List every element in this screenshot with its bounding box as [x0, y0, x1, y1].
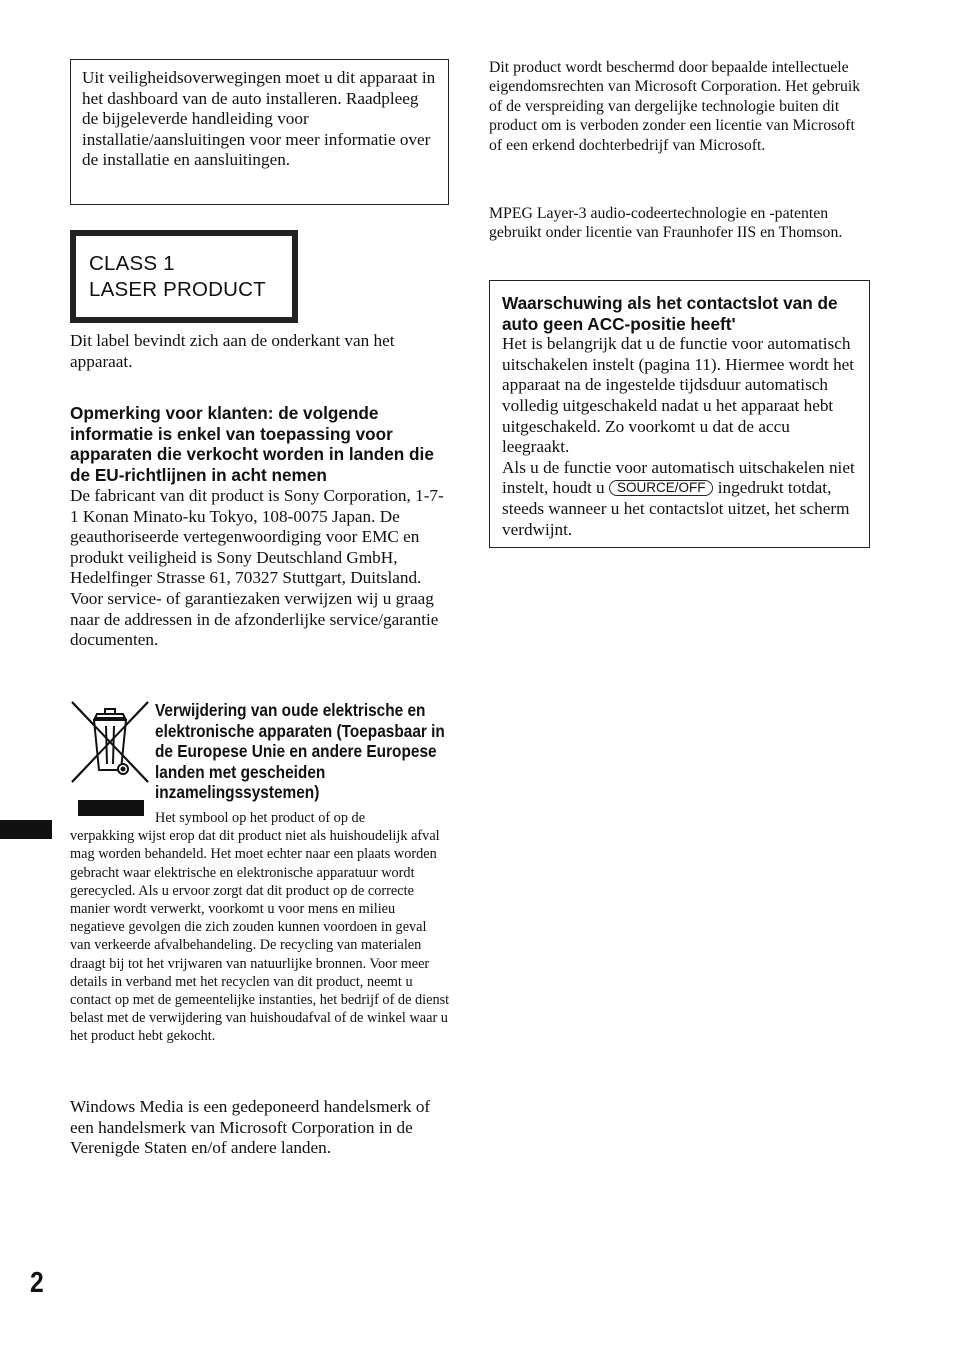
safety-notice-text: Uit veiligheidsoverwegingen moet u dit apparaat in het dashboard van de auto installeren. Raadpleeg de bijgeleverde handleiding voor installatie/aansluitingen voor meer informatie over de installatie en aansluitingen. — [82, 68, 436, 170]
weee-body — [70, 809, 450, 1046]
mpeg-license-notice: MPEG Layer-3 audio-codeertechnologie en -patenten gebruikt onder licentie van Fraunhofer IIS en Thomson. — [489, 205, 843, 242]
acc-warning-paragraph2 — [502, 458, 861, 540]
weee-body-first-line: Het symbool op het product of op de — [155, 810, 366, 826]
customer-notice-body: De fabricant van dit product is Sony Corporation, 1-7-1 Konan Minato-ku Tokyo, 108-0075 Japan. De geauthoriseerde vertegenwoordiging voor EMC en produkt veiligheid is Sony Deutschland GmbH, Hedelfinger Strasse 61, 70327 Stuttgart, Duitsland. Voor service- of garantiezaken verwijzen wij u graag naar de addressen in de afzonderlijke service/garantie documenten. — [70, 486, 444, 650]
microsoft-ip-notice: Dit product wordt beschermd door bepaalde intellectuele eigendomsrechten van Microsoft Corporation. Het gebruik of de verspreiding van dergelijke technologie buiten dit product om is verboden zonder een licentie van Microsoft of een erkend dochterbedrijf van Microsoft. — [489, 59, 861, 154]
class1-laser-label — [70, 230, 298, 323]
safety-notice-box — [70, 59, 449, 205]
acc-warning-paragraph2-before: Als u de functie voor automatisch uitschakelen niet instelt, houdt u — [502, 457, 855, 498]
acc-warning-box — [489, 280, 870, 548]
crossed-out-wheelie-bin-icon — [70, 700, 150, 820]
windows-media-trademark: Windows Media is een gedeponeerd handelsmerk of een handelsmerk van Microsoft Corporation in de Verenigde Staten en/of andere landen. — [70, 1097, 431, 1158]
source-off-button: SOURCE/OFF — [609, 480, 714, 496]
acc-warning-heading: Waarschuwing als het contactslot van de auto geen ACC-positie heeft' — [502, 293, 838, 334]
weee-heading: Verwijdering van oude elektrische en elektronische apparaten (Toepasbaar in de Europese Unie en andere Europese landen met gescheiden inzamelingssystemen) — [155, 700, 445, 803]
weee-body-rest: verpakking wijst erop dat dit product niet als huishoudelijk afval mag worden behandeld. Het moet echter naar een plaats worden gebracht waar elektrische en elektronische apparatuur wordt gerecycled. Als u ervoor zorgt dat dit product op de correcte manier wordt verwerkt, voorkomt u voor mens en milieu negatieve gevolgen die zich zouden kunnen voordoen in geval van verkeerde afvalbehandeling. De recycling van materialen draagt bij tot het vrijwaren van natuurlijke bronnen. Voor meer details in verband met het recyclen van dit product, neemt u contact op met de gemeentelijke instanties, het bedrijf of de dienst belast met de verwijdering van huishoudafval of de winkel waar u het product hebt gekocht. — [70, 828, 450, 1045]
laser-label-line2: LASER PRODUCT — [89, 278, 266, 301]
laser-label-caption: Dit label bevindt zich aan de onderkant van het apparaat. — [70, 331, 395, 371]
laser-label-line1: CLASS 1 — [89, 252, 175, 275]
acc-warning-paragraph2-after: ingedrukt totdat, steeds wanneer u het contactslot uitzet, het scherm verdwijnt. — [502, 478, 850, 539]
acc-warning-paragraph1: Het is belangrijk dat u de functie voor automatisch uitschakelen instelt (pagina 11). Hiermee wordt het apparaat na de ingestelde tijdsduur automatisch volledig uitgeschakeld nadat u het apparaat hebt uitgeschakeld. Zo voorkomt u dat de accu leegraakt. — [502, 334, 855, 457]
section-edge-tab — [0, 820, 52, 839]
page-number: 2 — [30, 1267, 44, 1299]
customer-notice-heading: Opmerking voor klanten: de volgende informatie is enkel van toepassing voor apparaten die verkocht worden in landen die de EU-richtlijnen in acht nemen — [70, 403, 434, 485]
